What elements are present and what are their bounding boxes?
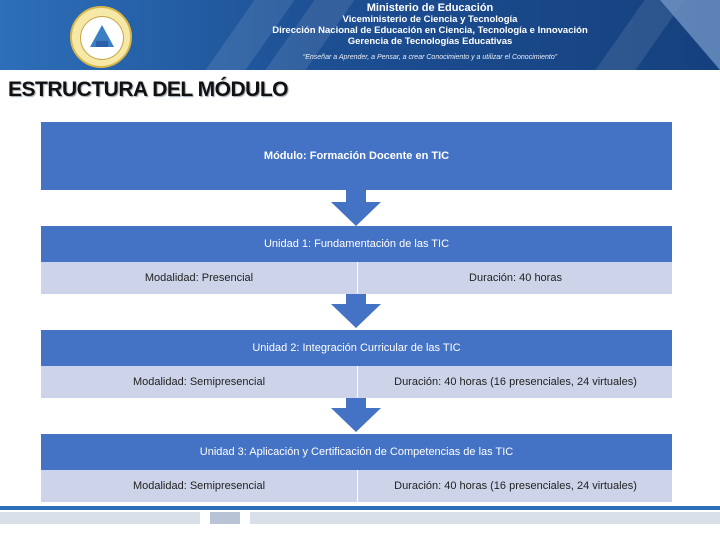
unit-2-modality: Modalidad: Semipresencial (132, 376, 266, 388)
banner-corner (660, 0, 720, 70)
unit-2-details (41, 366, 672, 398)
unit-1-title: Unidad 1: Fundamentación de las TIC (41, 226, 672, 262)
unit-2-duration: Duración: 40 horas (16 presenciales, 24 virtuales) (357, 366, 673, 398)
direction-name: Dirección Nacional de Educación en Ciencia, Tecnología e Innovación (272, 25, 588, 36)
ministry-name: Ministerio de Educación (366, 2, 494, 14)
footer-line (0, 506, 720, 510)
viceministry-name: Viceministerio de Ciencia y Tecnología (342, 14, 518, 25)
module-box: Módulo: Formación Docente en TIC (41, 122, 672, 190)
header-banner (0, 0, 720, 70)
unit-1-modality: Modalidad: Presencial (144, 272, 254, 284)
flow-arrow-stem (346, 398, 366, 408)
page-title: ESTRUCTURA DEL MÓDULO (8, 78, 288, 101)
motto: “Enseñar a Aprender, a Pensar, a crear Conocimiento y a utilizar el Conocimiento” (302, 54, 558, 61)
unit-3-duration: Duración: 40 horas (16 presenciales, 24 virtuales) (357, 470, 673, 502)
unit-1-duration: Duración: 40 horas (357, 262, 673, 294)
flow-arrow-icon (331, 202, 381, 226)
unit-1-details (41, 262, 672, 294)
footer-decoration (210, 512, 240, 524)
flow-arrow-stem (346, 294, 366, 304)
footer-decoration (0, 512, 200, 524)
management-name: Gerencia de Tecnologías Educativas (347, 36, 513, 47)
flow-arrow-icon (331, 304, 381, 328)
flow-arrow-icon (331, 408, 381, 432)
unit-2-title: Unidad 2: Integración Curricular de las TIC (41, 330, 672, 366)
footer-decoration (250, 512, 720, 524)
ministry-text (250, 2, 610, 62)
national-seal-icon (70, 6, 132, 68)
unit-3-details (41, 470, 672, 502)
flow-arrow-stem (346, 190, 366, 202)
unit-3-title: Unidad 3: Aplicación y Certificación de Competencias de las TIC (41, 434, 672, 470)
unit-3-modality: Modalidad: Semipresencial (132, 480, 266, 492)
